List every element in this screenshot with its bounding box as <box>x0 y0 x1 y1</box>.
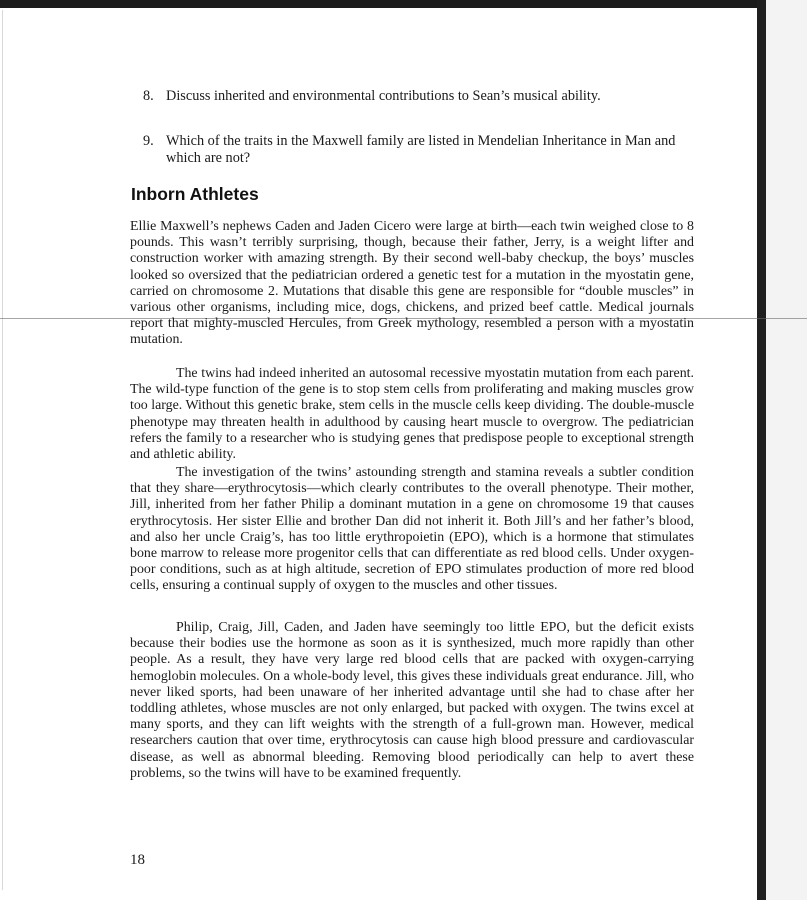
scan-left-edge <box>2 10 3 890</box>
question-number: 8. <box>143 88 154 104</box>
section-heading: Inborn Athletes <box>131 184 259 204</box>
scan-right-margin <box>766 0 807 900</box>
paragraph: Ellie Maxwell’s nephews Caden and Jaden Cicero were large at birth—each twin weighed close to 8 pounds. This wasn’t terribly surprising, though, because their father, Jerry, is a weight lifter and construction worker with amazing strength. By their second well-baby checkup, the boys’ muscles looked so oversized that the pediatrician ordered a genetic test for a mutation in the myostatin gene, carried on chromosome 2. Mutations that disable this gene are responsible for “double muscles” in various other organisms, including mice, dogs, chickens, and prized beef cattle. Medical journals report that mighty-muscled Hercules, from Greek mythology, resembled a person with a myostatin mutation. <box>130 219 694 348</box>
question-text: Which of the traits in the Maxwell family are listed in Mendelian Inheritance in Man and which are not? <box>166 133 676 166</box>
paragraph: Philip, Craig, Jill, Caden, and Jaden have seemingly too little EPO, but the deficit exists because their bodies use the hormone as soon as it is synthesized, much more rapidly than other people. As a result, they have very large red blood cells that are packed with oxygen-carrying hemoglobin molecules. On a whole-body level, this gives these individuals great endurance. Jill, who never liked sports, had been unaware of her inherited advantage until she had to chase after her toddling athletes, whose muscles are not only enlarged, but packed with oxygen. The twins excel at many sports, and they can lift weights with the strength of a full-grown man. However, medical researchers caution that over time, erythrocytosis can cause high blood pressure and cardiovascular disease, as well as abnormal bleeding. Removing blood periodically can help to avert these problems, so the twins will have to be examined frequently. <box>130 620 694 781</box>
question-number: 9. <box>143 133 154 149</box>
page-number: 18 <box>130 852 145 868</box>
question-text: Discuss inherited and environmental contributions to Sean’s musical ability. <box>166 88 601 104</box>
scan-top-border <box>0 0 765 8</box>
paragraph: The investigation of the twins’ astounding strength and stamina reveals a subtler condition that they share—erythrocytosis—which clearly contributes to the overall phenotype. Their mother, Jill, inherited from her father Philip a dominant mutation in a gene on chromosome 19 that causes erythrocytosis. Her sister Ellie and brother Dan did not inherit it. Both Jill’s and her father’s blood, and also her uncle Craig’s, has too little erythropoietin (EPO), which is a hormone that stimulates bone marrow to release more progenitor cells that can differentiate as red blood cells. Under oxygen-poor conditions, such as at high altitude, secretion of EPO stimulates production of more red blood cells, ensuring a continual supply of oxygen to the muscles and other tissues. <box>130 465 694 594</box>
question-9 <box>143 133 703 167</box>
paragraph: The twins had indeed inherited an autosomal recessive myostatin mutation from each parent. The wild-type function of the gene is to stop stem cells from proliferating and making muscles grow too large. Without this genetic brake, stem cells in the muscle cells keep dividing. The double-muscle phenotype may threaten health in adulthood by causing heart muscle to overgrow. The pediatrician refers the family to a researcher who is studying genes that predispose people to exceptional strength and athletic ability. <box>130 366 694 463</box>
question-8 <box>143 88 703 105</box>
scan-binding-shadow <box>757 0 766 900</box>
